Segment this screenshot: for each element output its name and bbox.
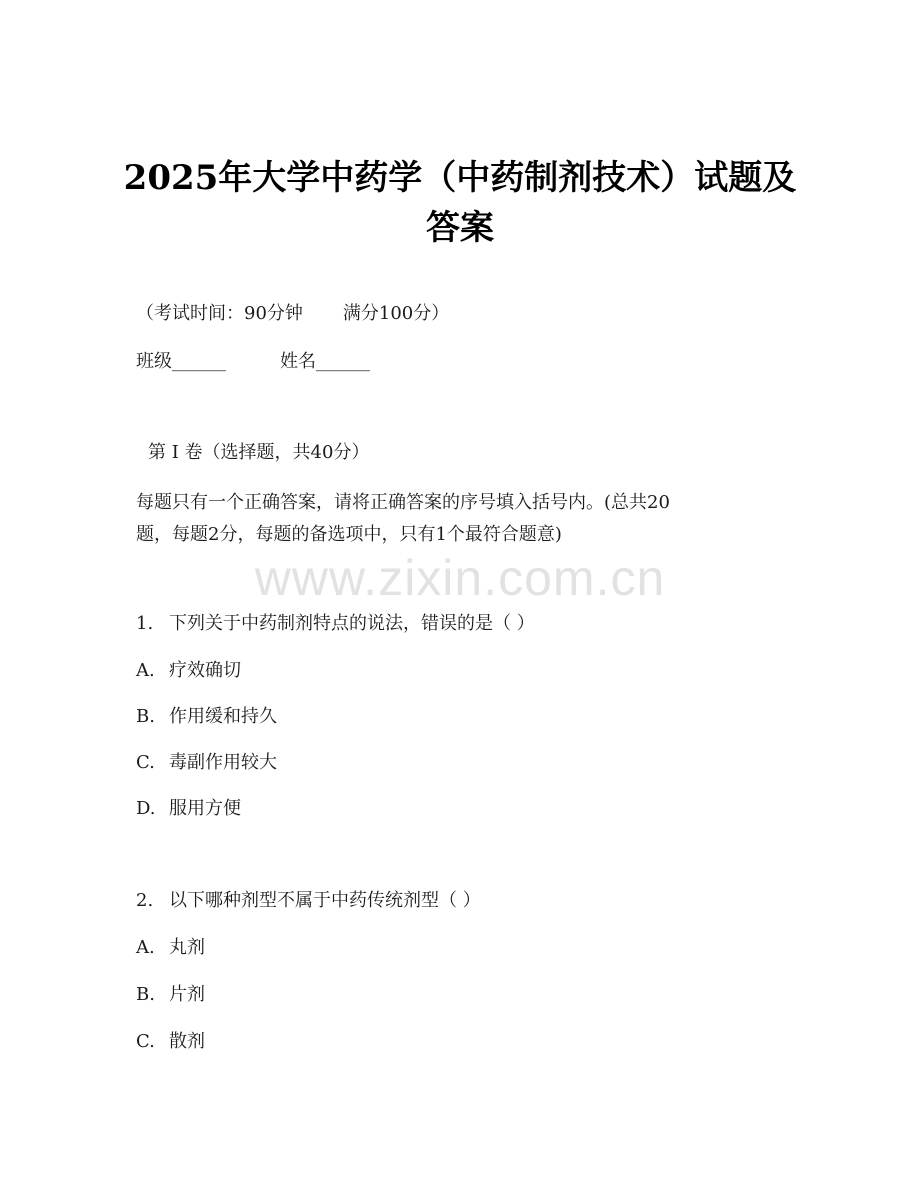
exam-info <box>136 302 449 326</box>
question-text: 以下哪种剂型不属于中药传统剂型（ ） <box>169 890 481 911</box>
exam-time: （考试时间：90分钟 <box>136 303 303 324</box>
option-text: 散剂 <box>169 1031 205 1052</box>
page-title-continued: 答案 <box>426 208 494 248</box>
question-1 <box>136 612 535 636</box>
question-2 <box>136 889 481 913</box>
section-instructions <box>136 487 776 551</box>
question-1-option-b <box>136 705 277 729</box>
question-1-option-d <box>136 797 241 821</box>
class-field: 班级______ <box>136 351 226 372</box>
option-text: 片剂 <box>169 984 205 1005</box>
option-text: 丸剂 <box>169 937 205 958</box>
instructions-line-2: 题，每题2分，每题的备选项中，只有1个最符合题意) <box>136 524 562 545</box>
option-text: 毒副作用较大 <box>169 752 277 773</box>
option-letter: B. <box>136 984 155 1005</box>
question-number: 1. <box>136 613 154 634</box>
option-letter: C. <box>136 1031 155 1052</box>
question-2-option-a <box>136 936 205 960</box>
question-2-option-b <box>136 983 205 1007</box>
option-letter: C. <box>136 752 155 773</box>
option-text: 服用方便 <box>169 798 241 819</box>
section-heading: 第 I 卷（选择题，共40分） <box>148 442 370 463</box>
page-title: 2025年大学中药学（中药制剂技术）试题及 <box>123 158 797 198</box>
question-1-option-c <box>136 751 277 775</box>
instructions-line-1: 每题只有一个正确答案，请将正确答案的序号填入括号内。(总共20 <box>136 492 670 513</box>
question-2-option-c <box>136 1030 205 1054</box>
name-field: 姓名______ <box>280 351 370 372</box>
question-number: 2. <box>136 890 154 911</box>
option-letter: A. <box>136 937 155 958</box>
watermark: www.zixin.com.cn <box>254 550 666 606</box>
exam-full-score: 满分100分） <box>342 303 450 324</box>
question-text: 下列关于中药制剂特点的说法，错误的是（ ） <box>169 613 535 634</box>
option-text: 作用缓和持久 <box>169 706 277 727</box>
option-letter: D. <box>136 798 156 819</box>
question-1-option-a <box>136 659 241 683</box>
option-letter: B. <box>136 706 155 727</box>
option-text: 疗效确切 <box>169 660 241 681</box>
student-info <box>136 350 370 374</box>
option-letter: A. <box>136 660 155 681</box>
